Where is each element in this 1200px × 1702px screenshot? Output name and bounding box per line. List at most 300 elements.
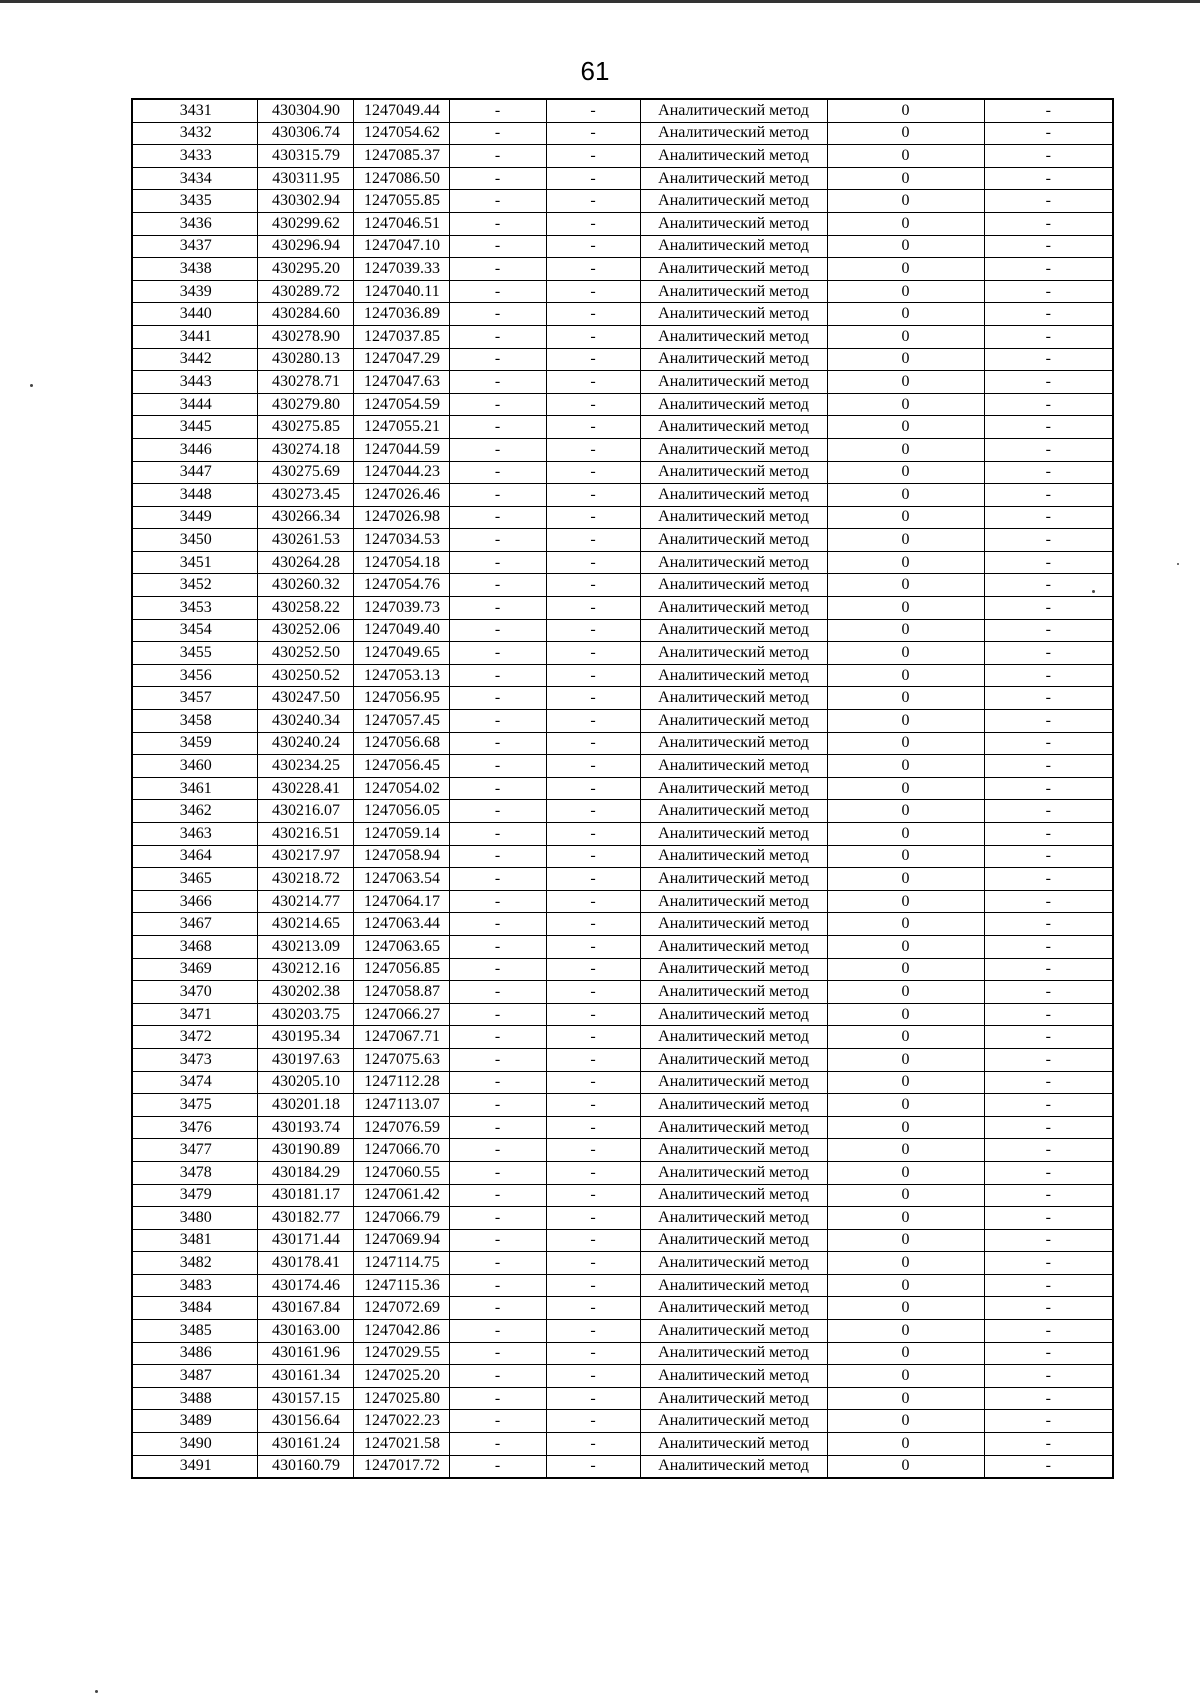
cell-method: Аналитический метод bbox=[640, 484, 827, 507]
cell-accuracy: 0 bbox=[827, 777, 984, 800]
cell-col-5: - bbox=[546, 890, 640, 913]
cell-method: Аналитический метод bbox=[640, 258, 827, 281]
cell-method: Аналитический метод bbox=[640, 461, 827, 484]
cell-col-5: - bbox=[546, 777, 640, 800]
cell-method: Аналитический метод bbox=[640, 1071, 827, 1094]
cell-coord-x: 430306.74 bbox=[257, 122, 353, 145]
cell-method: Аналитический метод bbox=[640, 777, 827, 800]
cell-coord-y: 1247017.72 bbox=[353, 1455, 449, 1478]
table-row bbox=[132, 868, 1113, 891]
cell-point-number: 3447 bbox=[132, 461, 257, 484]
cell-col-8: - bbox=[984, 1342, 1113, 1365]
table-row bbox=[132, 732, 1113, 755]
cell-method: Аналитический метод bbox=[640, 303, 827, 326]
cell-coord-y: 1247036.89 bbox=[353, 303, 449, 326]
cell-method: Аналитический метод bbox=[640, 1297, 827, 1320]
cell-point-number: 3431 bbox=[132, 99, 257, 122]
cell-accuracy: 0 bbox=[827, 1229, 984, 1252]
cell-method: Аналитический метод bbox=[640, 393, 827, 416]
cell-coord-x: 430250.52 bbox=[257, 664, 353, 687]
cell-col-5: - bbox=[546, 1116, 640, 1139]
cell-accuracy: 0 bbox=[827, 235, 984, 258]
cell-col-8: - bbox=[984, 506, 1113, 529]
scan-speck bbox=[95, 1690, 98, 1693]
cell-method: Аналитический метод bbox=[640, 981, 827, 1004]
cell-col-4: - bbox=[449, 1365, 546, 1388]
cell-col-8: - bbox=[984, 393, 1113, 416]
cell-method: Аналитический метод bbox=[640, 371, 827, 394]
cell-coord-x: 430156.64 bbox=[257, 1410, 353, 1433]
cell-coord-y: 1247049.65 bbox=[353, 642, 449, 665]
cell-accuracy: 0 bbox=[827, 1455, 984, 1478]
table-row bbox=[132, 1342, 1113, 1365]
cell-coord-y: 1247026.98 bbox=[353, 506, 449, 529]
cell-method: Аналитический метод bbox=[640, 1003, 827, 1026]
cell-col-4: - bbox=[449, 1161, 546, 1184]
cell-accuracy: 0 bbox=[827, 461, 984, 484]
cell-col-8: - bbox=[984, 1071, 1113, 1094]
cell-point-number: 3478 bbox=[132, 1161, 257, 1184]
cell-coord-x: 430289.72 bbox=[257, 280, 353, 303]
cell-point-number: 3441 bbox=[132, 325, 257, 348]
table-row bbox=[132, 461, 1113, 484]
cell-coord-x: 430278.90 bbox=[257, 325, 353, 348]
cell-coord-x: 430258.22 bbox=[257, 597, 353, 620]
cell-point-number: 3471 bbox=[132, 1003, 257, 1026]
cell-point-number: 3483 bbox=[132, 1274, 257, 1297]
cell-col-8: - bbox=[984, 325, 1113, 348]
cell-col-8: - bbox=[984, 1274, 1113, 1297]
table-row bbox=[132, 1274, 1113, 1297]
cell-coord-x: 430228.41 bbox=[257, 777, 353, 800]
cell-col-4: - bbox=[449, 913, 546, 936]
cell-coord-x: 430190.89 bbox=[257, 1139, 353, 1162]
table-row bbox=[132, 1184, 1113, 1207]
cell-col-8: - bbox=[984, 732, 1113, 755]
table-row bbox=[132, 1252, 1113, 1275]
cell-point-number: 3457 bbox=[132, 687, 257, 710]
cell-coord-x: 430161.34 bbox=[257, 1365, 353, 1388]
cell-col-4: - bbox=[449, 438, 546, 461]
cell-col-4: - bbox=[449, 1229, 546, 1252]
cell-accuracy: 0 bbox=[827, 868, 984, 891]
cell-col-8: - bbox=[984, 1116, 1113, 1139]
table-row bbox=[132, 664, 1113, 687]
cell-method: Аналитический метод bbox=[640, 935, 827, 958]
table-row bbox=[132, 416, 1113, 439]
cell-col-5: - bbox=[546, 1184, 640, 1207]
cell-method: Аналитический метод bbox=[640, 1026, 827, 1049]
cell-col-8: - bbox=[984, 1207, 1113, 1230]
cell-coord-x: 430240.34 bbox=[257, 710, 353, 733]
cell-point-number: 3472 bbox=[132, 1026, 257, 1049]
cell-col-8: - bbox=[984, 371, 1113, 394]
cell-method: Аналитический метод bbox=[640, 235, 827, 258]
cell-accuracy: 0 bbox=[827, 1184, 984, 1207]
cell-point-number: 3473 bbox=[132, 1048, 257, 1071]
cell-col-8: - bbox=[984, 687, 1113, 710]
cell-coord-y: 1247046.51 bbox=[353, 212, 449, 235]
cell-col-8: - bbox=[984, 258, 1113, 281]
cell-method: Аналитический метод bbox=[640, 1048, 827, 1071]
cell-col-4: - bbox=[449, 777, 546, 800]
cell-col-5: - bbox=[546, 1297, 640, 1320]
cell-coord-y: 1247066.70 bbox=[353, 1139, 449, 1162]
cell-coord-y: 1247047.29 bbox=[353, 348, 449, 371]
cell-col-5: - bbox=[546, 1026, 640, 1049]
cell-method: Аналитический метод bbox=[640, 642, 827, 665]
cell-coord-x: 430311.95 bbox=[257, 167, 353, 190]
cell-accuracy: 0 bbox=[827, 258, 984, 281]
table-row bbox=[132, 190, 1113, 213]
cell-col-5: - bbox=[546, 1320, 640, 1343]
cell-col-4: - bbox=[449, 574, 546, 597]
table-row bbox=[132, 484, 1113, 507]
cell-method: Аналитический метод bbox=[640, 212, 827, 235]
cell-col-8: - bbox=[984, 145, 1113, 168]
cell-col-8: - bbox=[984, 1229, 1113, 1252]
cell-point-number: 3468 bbox=[132, 935, 257, 958]
cell-coord-x: 430174.46 bbox=[257, 1274, 353, 1297]
cell-point-number: 3439 bbox=[132, 280, 257, 303]
cell-coord-y: 1247112.28 bbox=[353, 1071, 449, 1094]
cell-point-number: 3440 bbox=[132, 303, 257, 326]
cell-point-number: 3446 bbox=[132, 438, 257, 461]
cell-point-number: 3436 bbox=[132, 212, 257, 235]
cell-coord-x: 430160.79 bbox=[257, 1455, 353, 1478]
cell-accuracy: 0 bbox=[827, 122, 984, 145]
cell-method: Аналитический метод bbox=[640, 506, 827, 529]
scan-speck bbox=[1092, 590, 1095, 593]
cell-coord-y: 1247069.94 bbox=[353, 1229, 449, 1252]
cell-method: Аналитический метод bbox=[640, 145, 827, 168]
cell-col-5: - bbox=[546, 438, 640, 461]
table-row bbox=[132, 1433, 1113, 1456]
table-row bbox=[132, 1026, 1113, 1049]
cell-col-5: - bbox=[546, 212, 640, 235]
cell-method: Аналитический метод bbox=[640, 619, 827, 642]
cell-accuracy: 0 bbox=[827, 845, 984, 868]
cell-method: Аналитический метод bbox=[640, 687, 827, 710]
page-number: 61 bbox=[580, 56, 610, 86]
cell-col-5: - bbox=[546, 732, 640, 755]
cell-col-5: - bbox=[546, 1229, 640, 1252]
cell-col-8: - bbox=[984, 755, 1113, 778]
cell-method: Аналитический метод bbox=[640, 551, 827, 574]
cell-col-5: - bbox=[546, 935, 640, 958]
cell-point-number: 3469 bbox=[132, 958, 257, 981]
cell-point-number: 3454 bbox=[132, 619, 257, 642]
cell-coord-x: 430260.32 bbox=[257, 574, 353, 597]
cell-col-4: - bbox=[449, 484, 546, 507]
table-row bbox=[132, 1207, 1113, 1230]
cell-col-4: - bbox=[449, 800, 546, 823]
cell-col-8: - bbox=[984, 1433, 1113, 1456]
table-row bbox=[132, 710, 1113, 733]
cell-col-5: - bbox=[546, 1207, 640, 1230]
cell-coord-y: 1247039.33 bbox=[353, 258, 449, 281]
cell-col-5: - bbox=[546, 755, 640, 778]
cell-method: Аналитический метод bbox=[640, 1320, 827, 1343]
cell-col-4: - bbox=[449, 687, 546, 710]
cell-coord-x: 430266.34 bbox=[257, 506, 353, 529]
cell-coord-x: 430295.20 bbox=[257, 258, 353, 281]
cell-col-5: - bbox=[546, 664, 640, 687]
cell-col-4: - bbox=[449, 99, 546, 122]
cell-coord-y: 1247026.46 bbox=[353, 484, 449, 507]
cell-coord-y: 1247063.44 bbox=[353, 913, 449, 936]
cell-coord-y: 1247025.20 bbox=[353, 1365, 449, 1388]
cell-col-4: - bbox=[449, 529, 546, 552]
cell-coord-x: 430178.41 bbox=[257, 1252, 353, 1275]
table-row bbox=[132, 1320, 1113, 1343]
cell-method: Аналитический метод bbox=[640, 800, 827, 823]
cell-method: Аналитический метод bbox=[640, 1161, 827, 1184]
cell-accuracy: 0 bbox=[827, 1387, 984, 1410]
cell-col-8: - bbox=[984, 416, 1113, 439]
cell-col-8: - bbox=[984, 1455, 1113, 1478]
cell-point-number: 3462 bbox=[132, 800, 257, 823]
cell-accuracy: 0 bbox=[827, 1207, 984, 1230]
scan-speck bbox=[30, 384, 33, 387]
table-row bbox=[132, 1387, 1113, 1410]
cell-method: Аналитический метод bbox=[640, 1455, 827, 1478]
table-row bbox=[132, 1365, 1113, 1388]
cell-col-4: - bbox=[449, 371, 546, 394]
cell-coord-x: 430195.34 bbox=[257, 1026, 353, 1049]
cell-col-5: - bbox=[546, 303, 640, 326]
cell-col-8: - bbox=[984, 958, 1113, 981]
table-row bbox=[132, 1094, 1113, 1117]
table-row bbox=[132, 1048, 1113, 1071]
table-row bbox=[132, 597, 1113, 620]
cell-coord-y: 1247113.07 bbox=[353, 1094, 449, 1117]
cell-col-4: - bbox=[449, 1094, 546, 1117]
cell-col-8: - bbox=[984, 777, 1113, 800]
cell-accuracy: 0 bbox=[827, 1161, 984, 1184]
cell-coord-y: 1247058.87 bbox=[353, 981, 449, 1004]
cell-col-4: - bbox=[449, 642, 546, 665]
cell-col-8: - bbox=[984, 1410, 1113, 1433]
cell-col-4: - bbox=[449, 935, 546, 958]
cell-coord-x: 430234.25 bbox=[257, 755, 353, 778]
cell-point-number: 3445 bbox=[132, 416, 257, 439]
table-body bbox=[132, 99, 1113, 1478]
cell-col-5: - bbox=[546, 913, 640, 936]
cell-method: Аналитический метод bbox=[640, 1184, 827, 1207]
cell-accuracy: 0 bbox=[827, 371, 984, 394]
cell-coord-y: 1247063.54 bbox=[353, 868, 449, 891]
cell-point-number: 3485 bbox=[132, 1320, 257, 1343]
cell-accuracy: 0 bbox=[827, 687, 984, 710]
cell-accuracy: 0 bbox=[827, 280, 984, 303]
cell-col-8: - bbox=[984, 710, 1113, 733]
cell-col-8: - bbox=[984, 890, 1113, 913]
cell-col-4: - bbox=[449, 122, 546, 145]
cell-col-5: - bbox=[546, 506, 640, 529]
cell-method: Аналитический метод bbox=[640, 868, 827, 891]
cell-col-4: - bbox=[449, 190, 546, 213]
cell-col-5: - bbox=[546, 122, 640, 145]
cell-coord-y: 1247025.80 bbox=[353, 1387, 449, 1410]
cell-method: Аналитический метод bbox=[640, 1433, 827, 1456]
cell-col-4: - bbox=[449, 258, 546, 281]
cell-col-5: - bbox=[546, 845, 640, 868]
cell-method: Аналитический метод bbox=[640, 325, 827, 348]
cell-col-8: - bbox=[984, 574, 1113, 597]
cell-coord-x: 430197.63 bbox=[257, 1048, 353, 1071]
cell-col-8: - bbox=[984, 438, 1113, 461]
cell-method: Аналитический метод bbox=[640, 1387, 827, 1410]
cell-accuracy: 0 bbox=[827, 438, 984, 461]
cell-col-4: - bbox=[449, 1297, 546, 1320]
table-row bbox=[132, 303, 1113, 326]
cell-col-8: - bbox=[984, 190, 1113, 213]
table-row bbox=[132, 1229, 1113, 1252]
table-row bbox=[132, 258, 1113, 281]
cell-col-4: - bbox=[449, 348, 546, 371]
cell-accuracy: 0 bbox=[827, 1274, 984, 1297]
cell-coord-x: 430247.50 bbox=[257, 687, 353, 710]
cell-accuracy: 0 bbox=[827, 325, 984, 348]
cell-coord-x: 430299.62 bbox=[257, 212, 353, 235]
cell-col-8: - bbox=[984, 913, 1113, 936]
table-row bbox=[132, 1297, 1113, 1320]
cell-col-4: - bbox=[449, 235, 546, 258]
cell-accuracy: 0 bbox=[827, 1410, 984, 1433]
cell-coord-x: 430163.00 bbox=[257, 1320, 353, 1343]
cell-coord-x: 430217.97 bbox=[257, 845, 353, 868]
cell-point-number: 3489 bbox=[132, 1410, 257, 1433]
cell-col-8: - bbox=[984, 1297, 1113, 1320]
cell-coord-y: 1247056.45 bbox=[353, 755, 449, 778]
cell-col-8: - bbox=[984, 597, 1113, 620]
cell-col-5: - bbox=[546, 642, 640, 665]
cell-coord-y: 1247056.85 bbox=[353, 958, 449, 981]
cell-point-number: 3477 bbox=[132, 1139, 257, 1162]
cell-method: Аналитический метод bbox=[640, 167, 827, 190]
cell-point-number: 3476 bbox=[132, 1116, 257, 1139]
cell-col-4: - bbox=[449, 1071, 546, 1094]
cell-point-number: 3470 bbox=[132, 981, 257, 1004]
cell-coord-y: 1247086.50 bbox=[353, 167, 449, 190]
table-row bbox=[132, 280, 1113, 303]
cell-coord-x: 430161.24 bbox=[257, 1433, 353, 1456]
cell-coord-x: 430161.96 bbox=[257, 1342, 353, 1365]
cell-point-number: 3455 bbox=[132, 642, 257, 665]
cell-col-4: - bbox=[449, 868, 546, 891]
cell-coord-x: 430213.09 bbox=[257, 935, 353, 958]
cell-accuracy: 0 bbox=[827, 664, 984, 687]
cell-coord-y: 1247057.45 bbox=[353, 710, 449, 733]
cell-coord-x: 430284.60 bbox=[257, 303, 353, 326]
cell-accuracy: 0 bbox=[827, 1342, 984, 1365]
table-row bbox=[132, 145, 1113, 168]
cell-method: Аналитический метод bbox=[640, 122, 827, 145]
cell-accuracy: 0 bbox=[827, 981, 984, 1004]
cell-point-number: 3474 bbox=[132, 1071, 257, 1094]
cell-coord-y: 1247029.55 bbox=[353, 1342, 449, 1365]
cell-col-4: - bbox=[449, 1387, 546, 1410]
cell-col-5: - bbox=[546, 1048, 640, 1071]
cell-coord-x: 430212.16 bbox=[257, 958, 353, 981]
cell-col-4: - bbox=[449, 1139, 546, 1162]
cell-point-number: 3460 bbox=[132, 755, 257, 778]
cell-coord-y: 1247114.75 bbox=[353, 1252, 449, 1275]
cell-method: Аналитический метод bbox=[640, 1207, 827, 1230]
cell-accuracy: 0 bbox=[827, 732, 984, 755]
table-row bbox=[132, 506, 1113, 529]
cell-coord-y: 1247044.23 bbox=[353, 461, 449, 484]
cell-coord-x: 430214.77 bbox=[257, 890, 353, 913]
cell-col-5: - bbox=[546, 167, 640, 190]
cell-col-4: - bbox=[449, 1433, 546, 1456]
cell-col-8: - bbox=[984, 1161, 1113, 1184]
cell-point-number: 3434 bbox=[132, 167, 257, 190]
cell-accuracy: 0 bbox=[827, 1139, 984, 1162]
table-row bbox=[132, 619, 1113, 642]
cell-accuracy: 0 bbox=[827, 574, 984, 597]
cell-col-8: - bbox=[984, 1252, 1113, 1275]
cell-point-number: 3459 bbox=[132, 732, 257, 755]
cell-coord-x: 430280.13 bbox=[257, 348, 353, 371]
cell-accuracy: 0 bbox=[827, 800, 984, 823]
cell-coord-y: 1247115.36 bbox=[353, 1274, 449, 1297]
cell-coord-y: 1247060.55 bbox=[353, 1161, 449, 1184]
cell-method: Аналитический метод bbox=[640, 913, 827, 936]
cell-coord-x: 430296.94 bbox=[257, 235, 353, 258]
cell-col-8: - bbox=[984, 642, 1113, 665]
cell-accuracy: 0 bbox=[827, 755, 984, 778]
table-row bbox=[132, 529, 1113, 552]
cell-point-number: 3443 bbox=[132, 371, 257, 394]
cell-accuracy: 0 bbox=[827, 551, 984, 574]
cell-coord-y: 1247047.10 bbox=[353, 235, 449, 258]
cell-method: Аналитический метод bbox=[640, 529, 827, 552]
cell-point-number: 3486 bbox=[132, 1342, 257, 1365]
cell-coord-y: 1247054.59 bbox=[353, 393, 449, 416]
table-row bbox=[132, 687, 1113, 710]
cell-point-number: 3487 bbox=[132, 1365, 257, 1388]
table-row bbox=[132, 235, 1113, 258]
cell-col-4: - bbox=[449, 416, 546, 439]
cell-col-8: - bbox=[984, 484, 1113, 507]
cell-col-5: - bbox=[546, 529, 640, 552]
cell-point-number: 3467 bbox=[132, 913, 257, 936]
cell-coord-x: 430184.29 bbox=[257, 1161, 353, 1184]
cell-col-5: - bbox=[546, 800, 640, 823]
table-row bbox=[132, 823, 1113, 846]
page-top-rule bbox=[0, 0, 1200, 3]
cell-col-4: - bbox=[449, 212, 546, 235]
cell-col-8: - bbox=[984, 823, 1113, 846]
cell-point-number: 3475 bbox=[132, 1094, 257, 1117]
cell-coord-x: 430274.18 bbox=[257, 438, 353, 461]
cell-col-8: - bbox=[984, 1320, 1113, 1343]
cell-col-4: - bbox=[449, 597, 546, 620]
cell-col-8: - bbox=[984, 461, 1113, 484]
cell-point-number: 3458 bbox=[132, 710, 257, 733]
cell-col-5: - bbox=[546, 597, 640, 620]
cell-coord-y: 1247054.76 bbox=[353, 574, 449, 597]
table-row bbox=[132, 212, 1113, 235]
cell-coord-y: 1247056.05 bbox=[353, 800, 449, 823]
cell-col-4: - bbox=[449, 1252, 546, 1275]
cell-coord-y: 1247054.62 bbox=[353, 122, 449, 145]
cell-col-5: - bbox=[546, 1252, 640, 1275]
cell-point-number: 3461 bbox=[132, 777, 257, 800]
cell-col-5: - bbox=[546, 1094, 640, 1117]
